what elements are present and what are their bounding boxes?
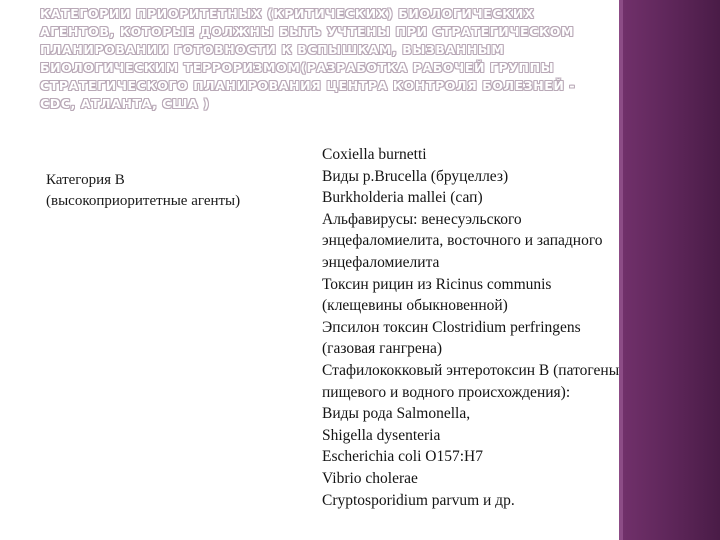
list-item: Escherichia coli O157:H7 [322, 448, 483, 466]
list-item: Burkholderia mallei (сап) [322, 189, 483, 207]
list-item: пищевого и водного происхождения): [322, 383, 571, 401]
list-item: Vibrio cholerae [322, 469, 418, 487]
category-description: (высокоприоритетные агенты) [46, 193, 241, 209]
category-name: Категория В [46, 172, 125, 188]
list-item: Стафилококковый энтеротоксин В (патогены [322, 361, 620, 379]
list-item: Cryptosporidium parvum и др. [322, 491, 515, 509]
list-item: энцефаломиелита, восточного и западного [322, 232, 603, 250]
list-item: Альфавирусы: венесуэльского [322, 210, 522, 228]
list-item: Виды р.Brucella (бруцеллез) [322, 167, 509, 185]
list-item: Токсин рицин из Ricinus communis [322, 275, 552, 293]
list-item: Виды рода Salmonella, [322, 405, 471, 423]
list-item: Эпсилон токсин Clostridium perfringens [322, 318, 581, 336]
category-block [46, 170, 316, 212]
list-item: энцефаломиелита [322, 253, 440, 271]
list-item: Coxiella burnetti [322, 146, 427, 163]
list-item: Shigella dysenteria [322, 426, 441, 444]
slide-title: КАТЕГОРИИ ПРИОРИТЕТНЫХ (КРИТИЧЕСКИХ) БИОЛОГИЧЕСКИХ АГЕНТОВ, КОТОРЫЕ ДОЛЖНЫ БЫТЬ УЧТЕНЫ ПРИ СТРАТЕГИЧЕСКОМ ПЛАНИРОВАНИИ ГОТОВНОСТИ К ВСПЫШКАМ, ВЫЗВАННЫМ БИОЛОГИЧЕСКИМ ТЕРРОРИЗМОМ(РАЗРАБОТКА РАБОЧЕЙ ГРУППЫ СТРАТЕГИЧЕСКОГО ПЛАНИРОВАНИЯ ЦЕНТРА КОНТРОЛЯ БОЛЕЗНЕЙ - CDC, АТЛАНТА, США ) [40, 6, 576, 111]
list-item: (клещевины обыкновенной) [322, 297, 508, 315]
list-item: (газовая гангрена) [322, 340, 443, 358]
agents-list [322, 144, 720, 511]
